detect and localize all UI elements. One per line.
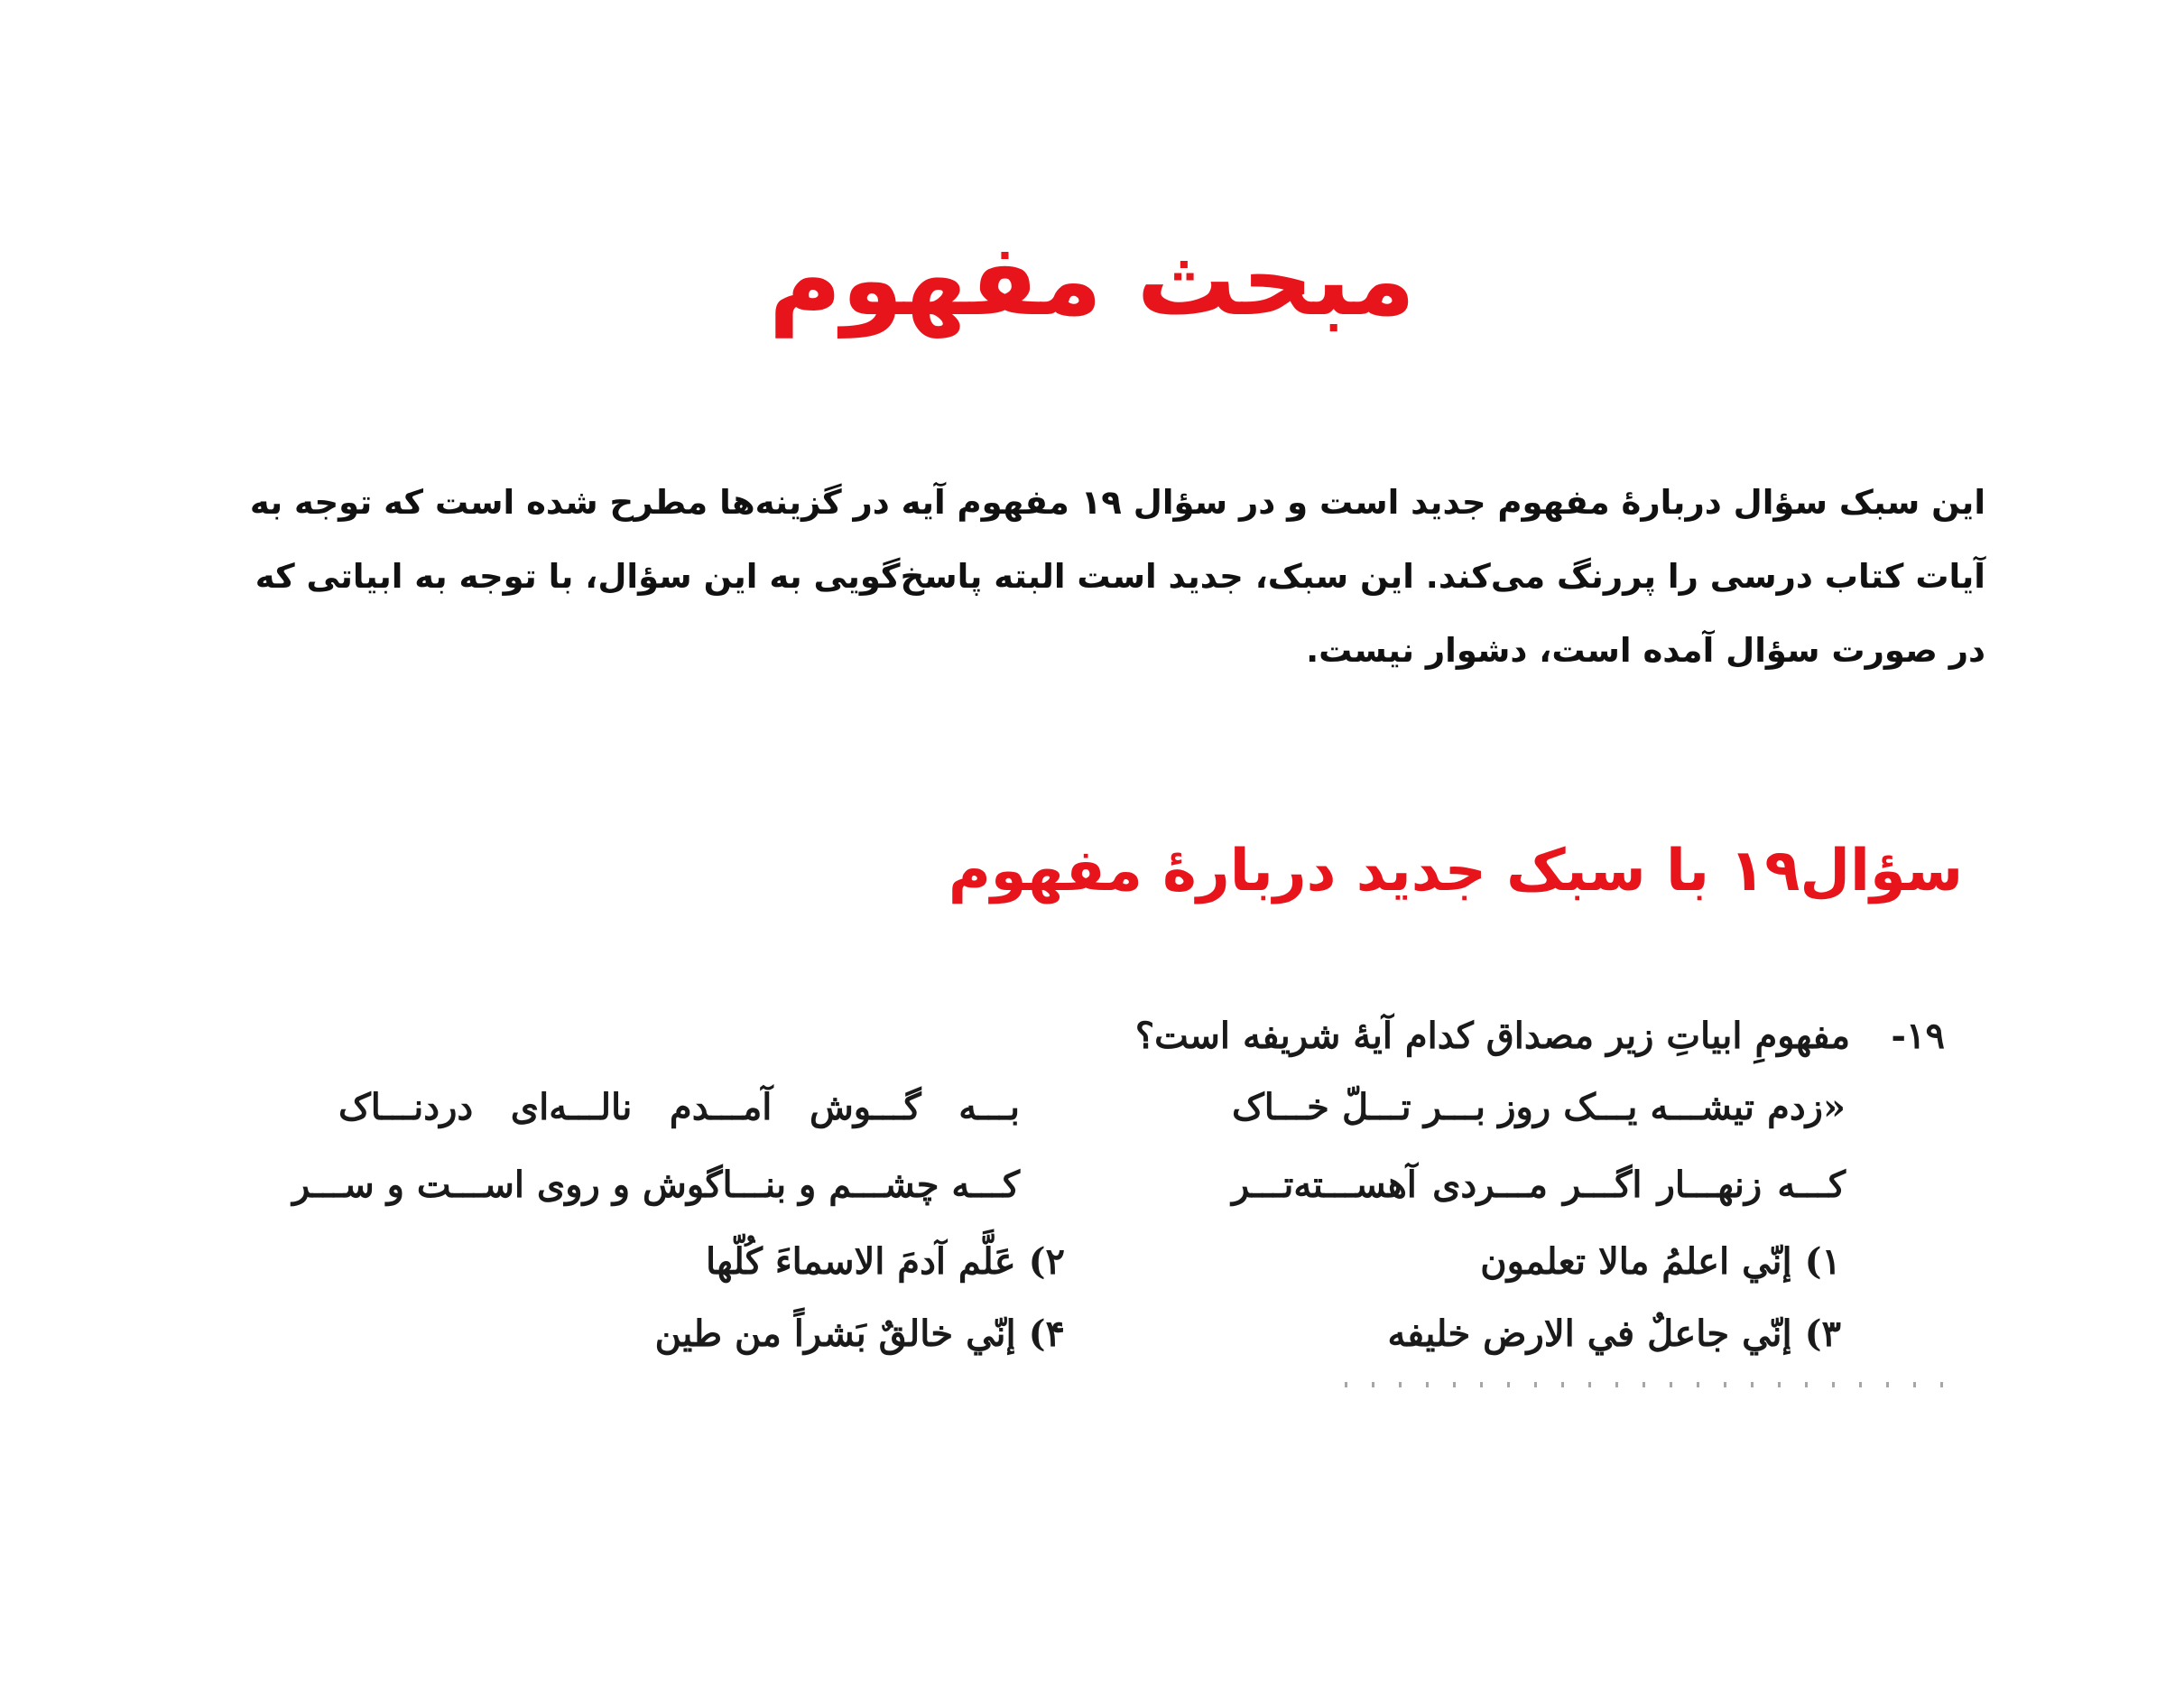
cropped-text-edge: [1345, 1382, 1949, 1387]
intro-line-3: در صورت سؤال آمده است، دشوار نیست.: [1306, 631, 1985, 670]
question-stem: مفهومِ ابیاتِ زیر مصداق کدام آیۀ شریفه است؟: [1134, 1015, 1850, 1057]
option-1: ۱) إنّي اعلمُ مالا تعلمون: [1480, 1240, 1841, 1283]
option-3: ۳) إنّي جاعلٌ في الارض خليفه: [1387, 1312, 1841, 1355]
verse-2-second-hemistich: کـــه چشـــم و بنـــاگوش و روی اســـت و ســـر: [292, 1164, 1020, 1206]
question-number: ۱۹-: [1891, 1015, 1945, 1057]
verse-2-first-hemistich: کـــه زنهـــار اگـــر مـــردی آهســـته‌تـــر: [1232, 1164, 1846, 1206]
intro-line-2: آیات کتاب درسی را پررنگ می‌کند. این سبک، جدید است البته پاسخ‌گویی به این سؤال، با توجه به ابیاتی که: [254, 557, 1985, 596]
option-4: ۴) إنّي خالقٌ بَشراً من طين: [654, 1312, 1065, 1355]
option-2: ۲) عَلَّم آدمَ الاسماءَ كُلّها: [705, 1240, 1065, 1283]
verse-1-first-hemistich: «زدم تیشـــه یـــک روز بـــر تـــلّ خـــاک: [1232, 1086, 1846, 1128]
verse-1-second-hemistich: بـــه گـــوش آمـــدم نالـــه‌ای دردنـــاک: [338, 1086, 1020, 1128]
section-subtitle: سؤال۱۹ با سبک جدید دربارۀ مفهوم: [948, 838, 1963, 904]
intro-line-1: این سبک سؤال دربارۀ مفهوم جدید است و در سؤال ۱۹ مفهوم آیه در گزینه‌ها مطرح شده است که توجه به: [249, 483, 1985, 522]
page-title: مبحث مفهوم: [768, 222, 1416, 338]
